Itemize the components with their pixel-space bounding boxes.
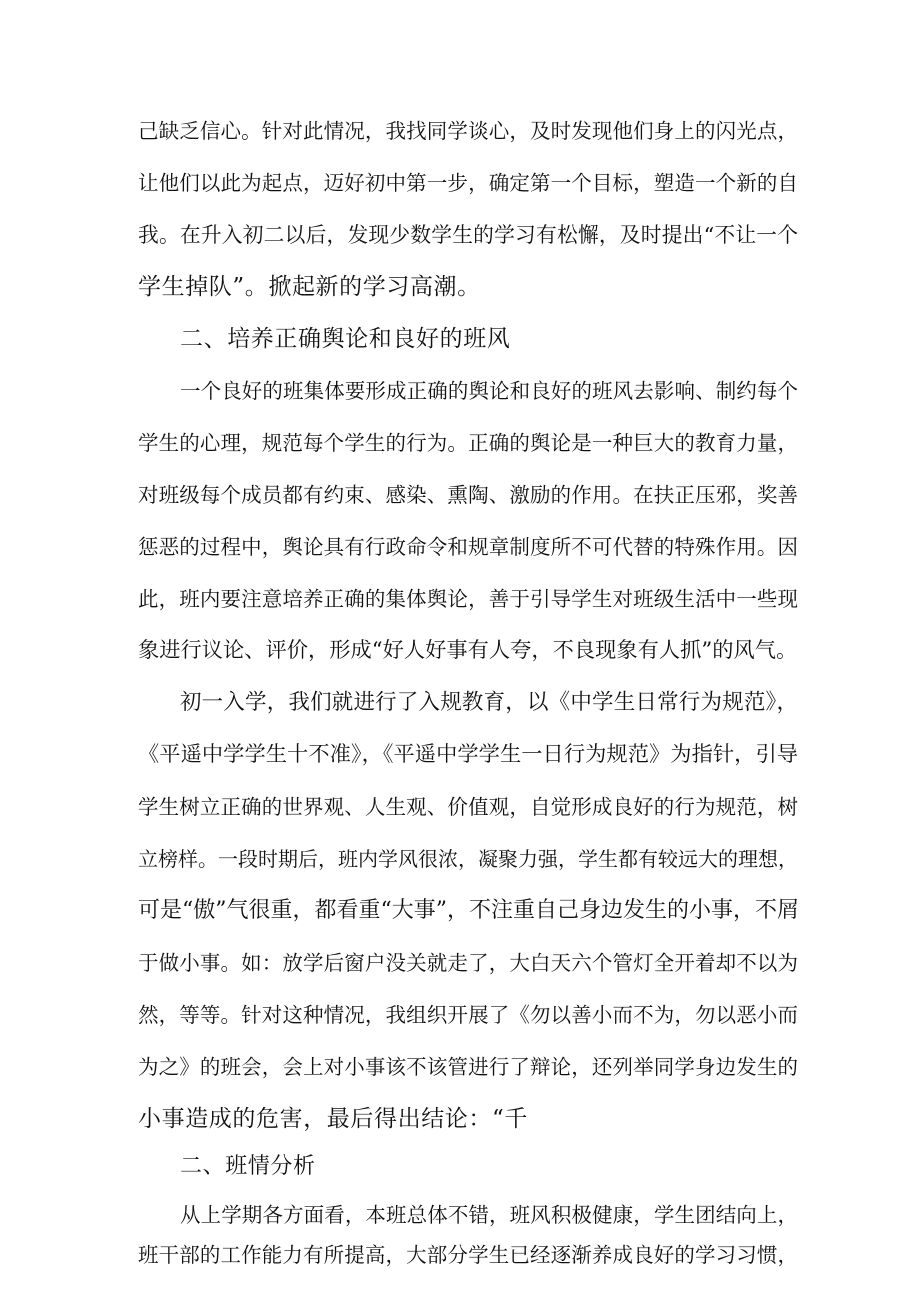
text-line: 于做小事。如：放学后窗户没关就走了，大白天六个管灯全开着却不以为 [138, 951, 798, 975]
section-heading: 二、培养正确舆论和良好的班风 [180, 326, 511, 352]
text-line: 学生掉队”。掀起新的学习高潮。 [138, 274, 481, 300]
text-line: 一个良好的班集体要形成正确的舆论和良好的班风去影响、制约每个 [180, 379, 798, 403]
text-line: 从上学期各方面看，本班总体不错，班风积极健康，学生团结向上， [180, 1203, 798, 1227]
text-line: 学生树立正确的世界观、人生观、价值观，自觉形成良好的行为规范，树 [138, 795, 798, 819]
text-line: 小事造成的危害，最后得出结论：“千 [138, 1106, 528, 1132]
text-line: 初一入学，我们就进行了入规教育，以《中学生日常行为规范》， [180, 690, 798, 715]
text-line: 象进行议论、评价，形成“好人好事有人夸，不良现象有人抓”的风气。 [138, 638, 798, 663]
text-line: 让他们以此为起点，迈好初中第一步，确定第一个目标，塑造一个新的自 [138, 171, 798, 195]
text-line: 可是“傲”气很重，都看重“大事”，不注重自己身边发生的小事，不屑 [138, 898, 799, 923]
text-line: 我。在升入初二以后，发现少数学生的学习有松懈，及时提出“不让一个 [138, 223, 798, 247]
text-line: 然，等等。针对这种情况，我组织开展了《勿以善小而不为，勿以恶小而 [138, 1003, 798, 1027]
text-line: 学生的心理，规范每个学生的行为。正确的舆论是一种巨大的教育力量， [138, 431, 798, 455]
text-line: 己缺乏信心。针对此情况，我找同学谈心，及时发现他们身上的闪光点， [138, 119, 798, 143]
text-line: 为之》的班会，会上对小事该不该管进行了辩论，还列举同学身边发生的 [138, 1055, 798, 1079]
text-line: 对班级每个成员都有约束、感染、熏陶、激励的作用。在扶正压邪，奖善 [138, 483, 798, 507]
text-line: 此，班内要注意培养正确的集体舆论，善于引导学生对班级生活中一些现 [138, 587, 798, 611]
text-line: 立榜样。一段时期后，班内学风很浓，凝聚力强，学生都有较远大的理想， [138, 847, 798, 871]
text-line: 惩恶的过程中，舆论具有行政命令和规章制度所不可代替的特殊作用。因 [138, 535, 798, 559]
text-line: 班干部的工作能力有所提高，大部分学生已经逐渐养成良好的学习习惯， [138, 1243, 798, 1267]
section-heading: 二、班情分析 [180, 1154, 316, 1179]
text-line: 《平遥中学学生十不准》，《平遥中学学生一日行为规范》为指针，引导 [138, 742, 798, 767]
